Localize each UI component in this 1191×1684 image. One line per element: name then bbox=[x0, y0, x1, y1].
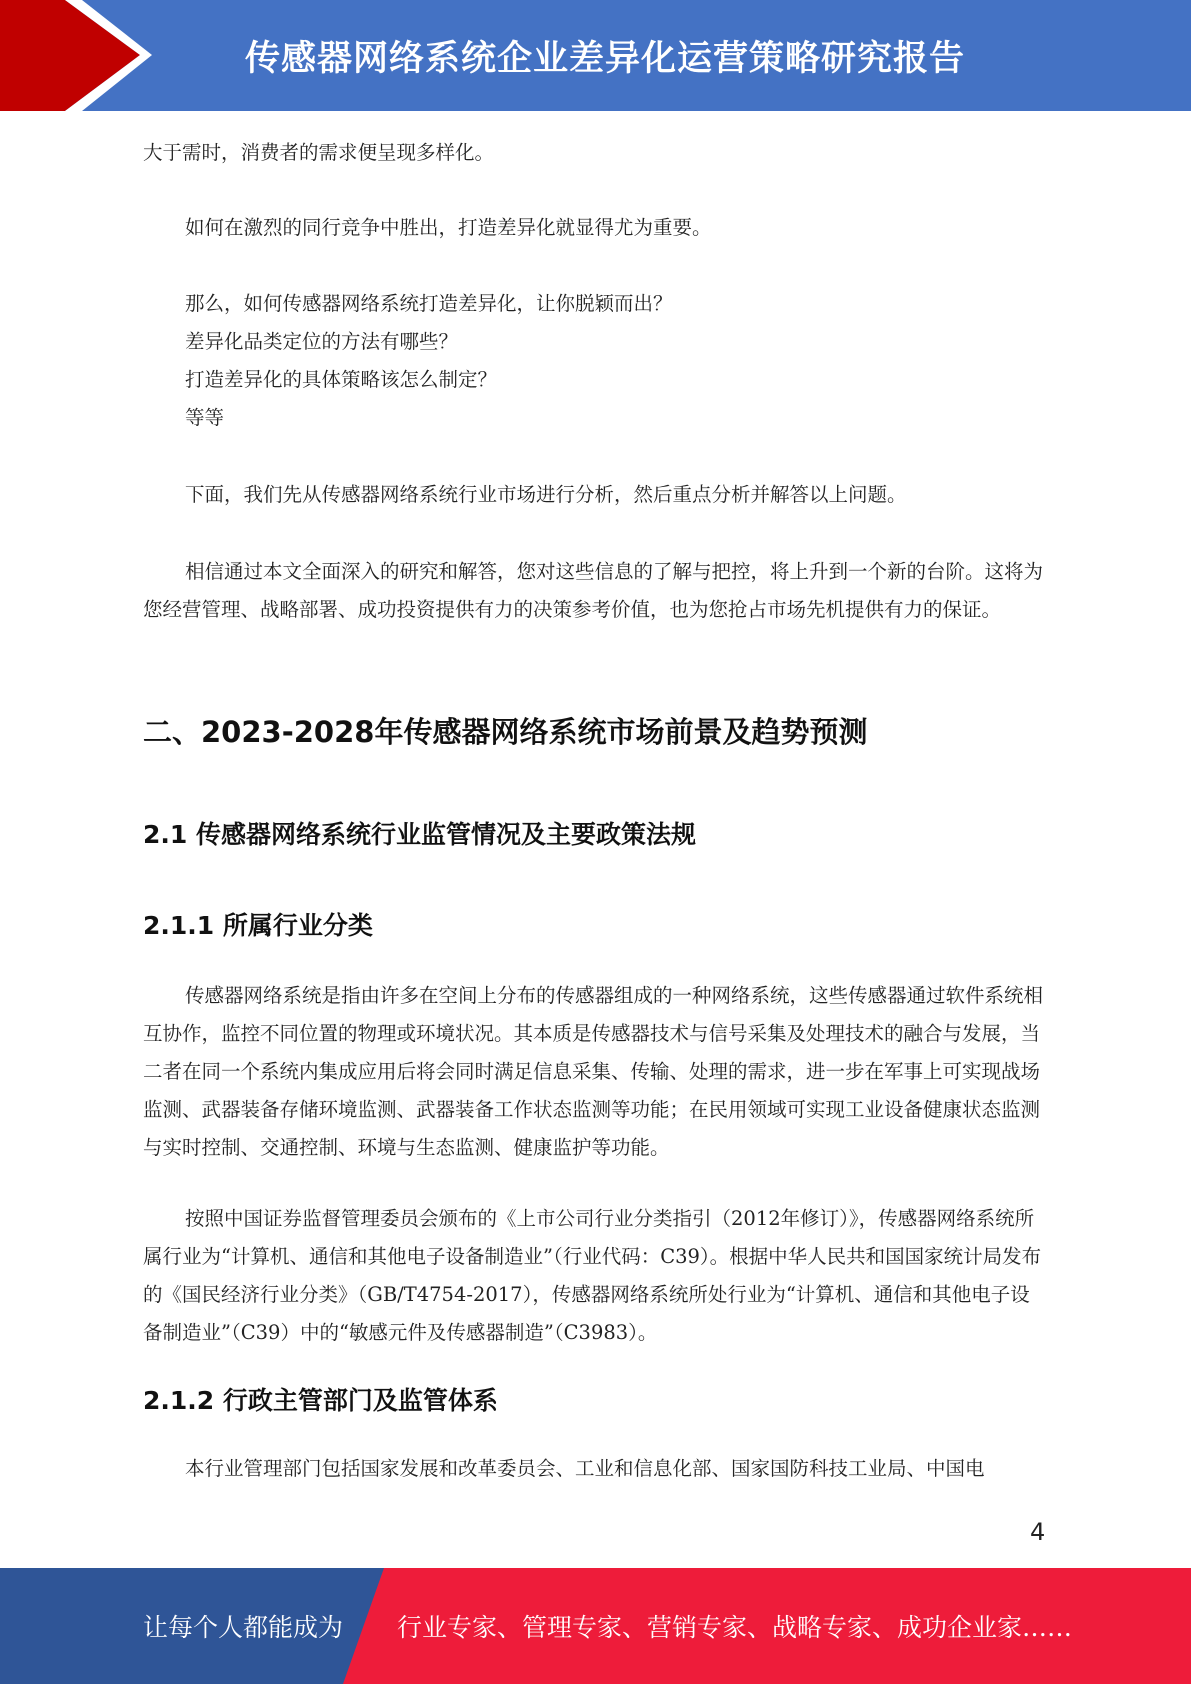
page-number: 4 bbox=[1030, 1518, 1046, 1546]
section-heading: 二、2023-2028年传感器网络系统市场前景及趋势预测 bbox=[143, 715, 868, 749]
footer-slogan-right: 行业专家、管理专家、营销专家、战略专家、成功企业家…… bbox=[397, 1613, 1073, 1642]
subsection-heading-2-1: 2.1 传感器网络系统行业监管情况及主要政策法规 bbox=[143, 820, 696, 849]
footer-slogan-left: 让每个人都能成为 bbox=[143, 1613, 344, 1642]
paragraph-regulators: 本行业管理部门包括国家发展和改革委员会、工业和信息化部、国家国防科技工业局、中国电 bbox=[185, 1457, 985, 1480]
header-banner bbox=[0, 0, 1191, 111]
paragraph-industry-classification: 按照中国证券监督管理委员会颁布的《上市公司行业分类指引（2012年修订）》，传感器网络系统所属行业为“计算机、通信和其他电子设备制造业”（行业代码：C39）。根据中华人民共和国国家统计局发布的《国民经济行业分类》（GB/T4754-2017），传感器网络系统所处行业为“计算机、通信和其他电子设备制造业”（C39）中的“敏感元件及传感器制造”（C3983）。 bbox=[143, 1207, 1042, 1344]
subsection-heading-2-1-1: 2.1.1 所属行业分类 bbox=[143, 911, 373, 940]
question-2: 差异化品类定位的方法有哪些？ bbox=[185, 330, 459, 353]
question-1: 那么，如何传感器网络系统打造差异化，让你脱颖而出？ bbox=[185, 292, 673, 315]
paragraph-value: 相信通过本文全面深入的研究和解答，您对这些信息的了解与把控，将上升到一个新的台阶。这将为您经营管理、战略部署、成功投资提供有力的决策参考价值，也为您抢占市场先机提供有力的保证。 bbox=[143, 560, 1044, 621]
paragraph-competition: 如何在激烈的同行竞争中胜出，打造差异化就显得尤为重要。 bbox=[185, 216, 712, 239]
report-title: 传感器网络系统企业差异化运营策略研究报告 bbox=[245, 38, 966, 79]
subsection-heading-2-1-2: 2.1.2 行政主管部门及监管体系 bbox=[143, 1386, 498, 1415]
paragraph-intro-end: 大于需时，消费者的需求便呈现多样化。 bbox=[143, 141, 495, 164]
question-etc: 等等 bbox=[185, 406, 225, 429]
paragraph-industry-definition: 传感器网络系统是指由许多在空间上分布的传感器组成的一种网络系统，这些传感器通过软件系统相互协作，监控不同位置的物理或环境状况。其本质是传感器技术与信号采集及处理技术的融合与发展，当二者在同一个系统内集成应用后将会同时满足信息采集、传输、处理的需求，进一步在军事上可实现战场监测、武器装备存储环境监测、武器装备工作状态监测等功能；在民用领域可实现工业设备健康状态监测与实时控制、交通控制、环境与生态监测、健康监护等功能。 bbox=[143, 984, 1044, 1159]
question-3: 打造差异化的具体策略该怎么制定？ bbox=[185, 368, 498, 391]
footer-banner bbox=[0, 1568, 1191, 1684]
paragraph-analysis: 下面，我们先从传感器网络系统行业市场进行分析，然后重点分析并解答以上问题。 bbox=[185, 483, 907, 506]
